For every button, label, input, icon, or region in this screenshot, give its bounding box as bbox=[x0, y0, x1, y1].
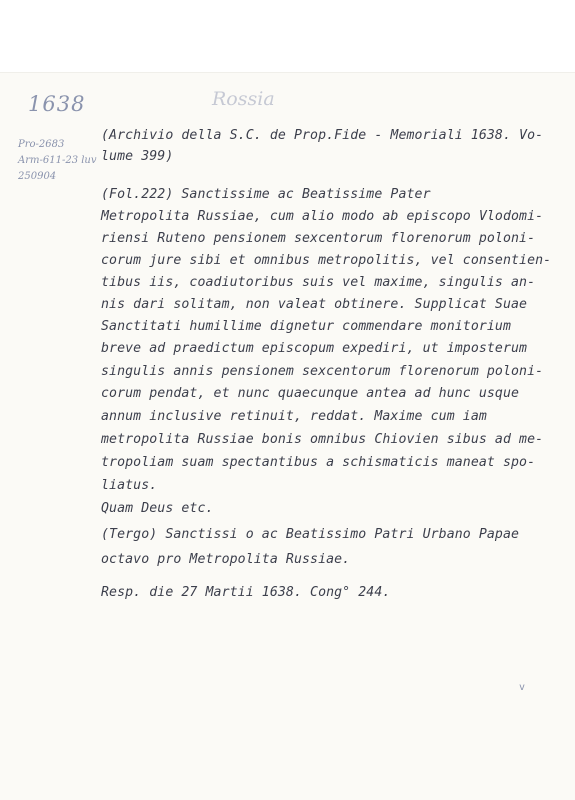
body-line: breve ad praedictum episcopum expediri, ut imposterum bbox=[101, 341, 528, 356]
body-line: (Fol.222) Sanctissime ac Beatissime Pater bbox=[101, 187, 431, 202]
closing-formula: Quam Deus etc. bbox=[101, 501, 214, 516]
body-line: metropolita Russiae bonis omnibus Chiovien sibus ad me- bbox=[101, 432, 544, 447]
source-header-line-1: (Archivio della S.C. de Prop.Fide - Memoriali 1638. Vo- bbox=[101, 128, 544, 143]
body-line: corum pendat, et nunc quaecunque antea ad hunc usque bbox=[101, 386, 520, 401]
body-line: tibus iis, coadiutoribus suis vel maxime, singulis an- bbox=[101, 275, 536, 290]
body-line: liatus. bbox=[101, 478, 158, 493]
handwritten-year: 1638 bbox=[28, 92, 86, 116]
inventory-note-2: Arm-611-23 luv bbox=[18, 155, 97, 166]
body-line: tropoliam suam spectantibus a schismaticis maneat spo- bbox=[101, 455, 536, 470]
body-line: riensi Ruteno pensionem sexcentorum florenorum poloni- bbox=[101, 231, 536, 246]
body-line: corum jure sibi et omnibus metropolitis, vel consentien- bbox=[101, 253, 552, 268]
inventory-note-3: 250904 bbox=[18, 171, 57, 182]
handwritten-faint-word: Rossia bbox=[212, 88, 275, 110]
body-line: annum inclusive retinuit, reddat. Maxime cum iam bbox=[101, 409, 487, 424]
tergo-line-2: octavo pro Metropolita Russiae. bbox=[101, 552, 351, 567]
response-line: Resp. die 27 Martii 1638. Cong° 244. bbox=[101, 585, 391, 600]
margin-mark: v bbox=[519, 682, 526, 693]
body-line: singulis annis pensionem sexcentorum florenorum poloni- bbox=[101, 364, 544, 379]
source-header-line-2: lume 399) bbox=[101, 149, 174, 164]
body-line: Sanctitati humillime dignetur commendare monitorium bbox=[101, 319, 512, 334]
tergo-line-1: (Tergo) Sanctissi o ac Beatissimo Patri Urbano Papae bbox=[101, 527, 520, 542]
body-line: Metropolita Russiae, cum alio modo ab episcopo Vlodomi- bbox=[101, 209, 544, 224]
inventory-note-1: Pro-2683 bbox=[18, 139, 65, 150]
body-line: nis dari solitam, non valeat obtinere. Supplicat Suae bbox=[101, 297, 528, 312]
